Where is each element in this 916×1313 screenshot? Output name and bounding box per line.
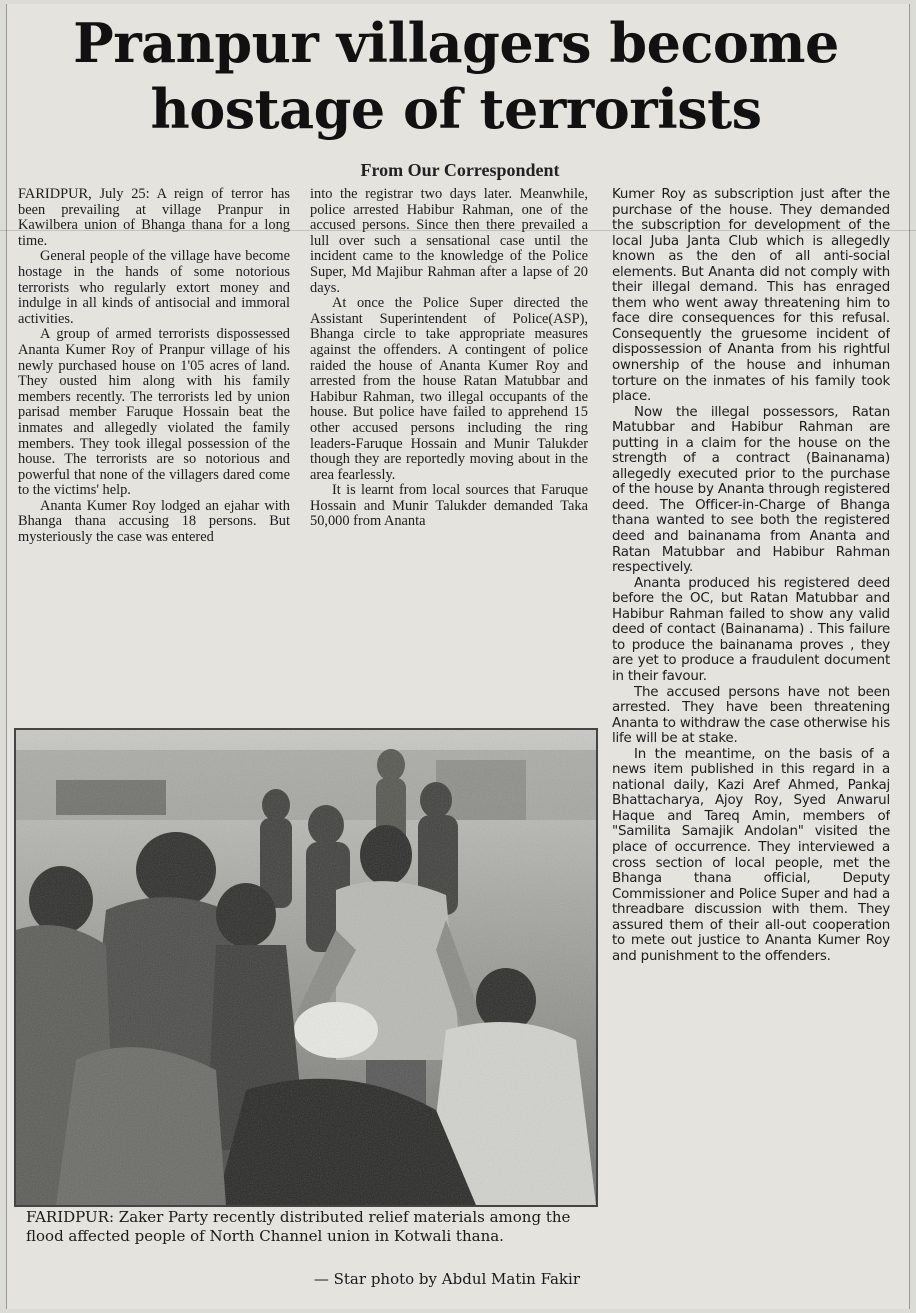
paragraph: At once the Police Super directed the Assistant Superintendent of Police(ASP), Bhanga circle to take appropriate measures against the offenders. A contingent of police raided the house of Ananta Kumer Roy and arrested from the house Ratan Matubbar and Habibur Rahman, two illegal occupants of the house. But police have failed to apprehend 15 other accused persons including the ring leaders-Faruque Hossain and Munir Talukder though they are reportedly moving about in the area fearlessly. xyxy=(310,295,588,483)
paragraph: Now the illegal possessors, Ratan Matubbar and Habibur Rahman are putting in a claim for the house on the strength of a contract (Bainanama) allegedly executed prior to the purchase of the house by Ananta through registered deed. The Officer-in-Charge of Bhanga thana wanted to see both the registered deed and bainanama from Ananta and Ratan Matubbar and Habibur Rahman respectively. xyxy=(612,404,890,576)
paragraph: The accused persons have not been arrested. They have been threatening Ananta to withdraw the case otherwise his life will be at stake. xyxy=(612,684,890,747)
paragraph: It is learnt from local sources that Faruque Hossain and Munir Talukder demanded Taka 50,000 from Ananta xyxy=(310,482,588,530)
article-column-2 xyxy=(310,187,588,720)
paragraph: Kumer Roy as subscription just after the purchase of the house. They demanded the subscription for development of the local Juba Janta Club which is allegedly known as the den of all anti-social elements. But Ananta did not comply with their illegal demand. This has enraged them who went away threatening him to face dire consequences for this refusal. Consequently the gruesome incident of dispossession of Ananta from his rightful ownership of the house and inhuman torture on the inmates of his family took place. xyxy=(612,187,890,405)
paragraph: FARIDPUR, July 25: A reign of terror has been prevailing at village Pranpur in Kawilbera union of Bhanga thana for a long time. xyxy=(18,187,290,249)
news-photo xyxy=(14,728,598,1207)
paragraph: A group of armed terrorists dispossessed Ananta Kumer Roy of Pranpur village of his newly purchased house on 1'05 acres of land. They ousted him along with his family members recently. The terrorists led by union parisad member Faruque Hossain beat the inmates and allegedly violated the family members. They took illegal possession of the house. The terrorists are so notorious and powerful that none of the villagers dared come to the victims' help. xyxy=(18,326,290,499)
photo-credit: — Star photo by Abdul Matin Fakir xyxy=(313,1270,580,1288)
photo-illustration xyxy=(16,730,596,1205)
headline-line-1: Pranpur villagers become xyxy=(73,11,839,75)
article-column-1 xyxy=(18,187,290,720)
paragraph: In the meantime, on the basis of a news item published in this regard in a national daily, Kazi Aref Ahmed, Pankaj Bhattacharya, Ajoy Roy, Syed Anwarul Haque and Tareq Amin, members of "Samilita Samajik Andolan" visited the place of occurrence. They interviewed a cross section of local people, met the Bhanga thana official, Deputy Commissioner and Police Super and had a threadbare discussion with them. They assured them of their all-out cooperation to mete out justice to Ananta Kumer Roy and punishment to the offenders. xyxy=(612,746,890,964)
byline: From Our Correspondent xyxy=(360,160,560,180)
article-column-3 xyxy=(612,187,890,1297)
photo-caption: FARIDPUR: Zaker Party recently distributed relief materials among the flood affected people of North Channel union in Kotwali thana. xyxy=(26,1208,571,1245)
headline xyxy=(6,10,906,142)
headline-line-2: hostage of terrorists xyxy=(150,77,762,141)
paragraph: into the registrar two days later. Meanwhile, police arrested Habibur Rahman, one of the accused persons. Since then there prevailed a lull over such a sensational case until the incident came to the knowledge of the Police Super, Md Majibur Rahman after a lapse of 20 days. xyxy=(310,187,588,296)
paragraph: Ananta produced his registered deed before the OC, but Ratan Matubbar and Habibur Rahman failed to show any valid deed of contact (Bainanama) . This failure to produce the bainanama proves , they are yet to produce a fraudulent document in their favour. xyxy=(612,575,890,684)
paragraph: Ananta Kumer Roy lodged an ejahar with Bhanga thana accusing 18 persons. But mysteriously the case was entered xyxy=(18,497,290,546)
paragraph: General people of the village have become hostage in the hands of some notorious terrorists who regularly extort money and indulge in all kinds of antisocial and immoral activities. xyxy=(18,248,290,327)
